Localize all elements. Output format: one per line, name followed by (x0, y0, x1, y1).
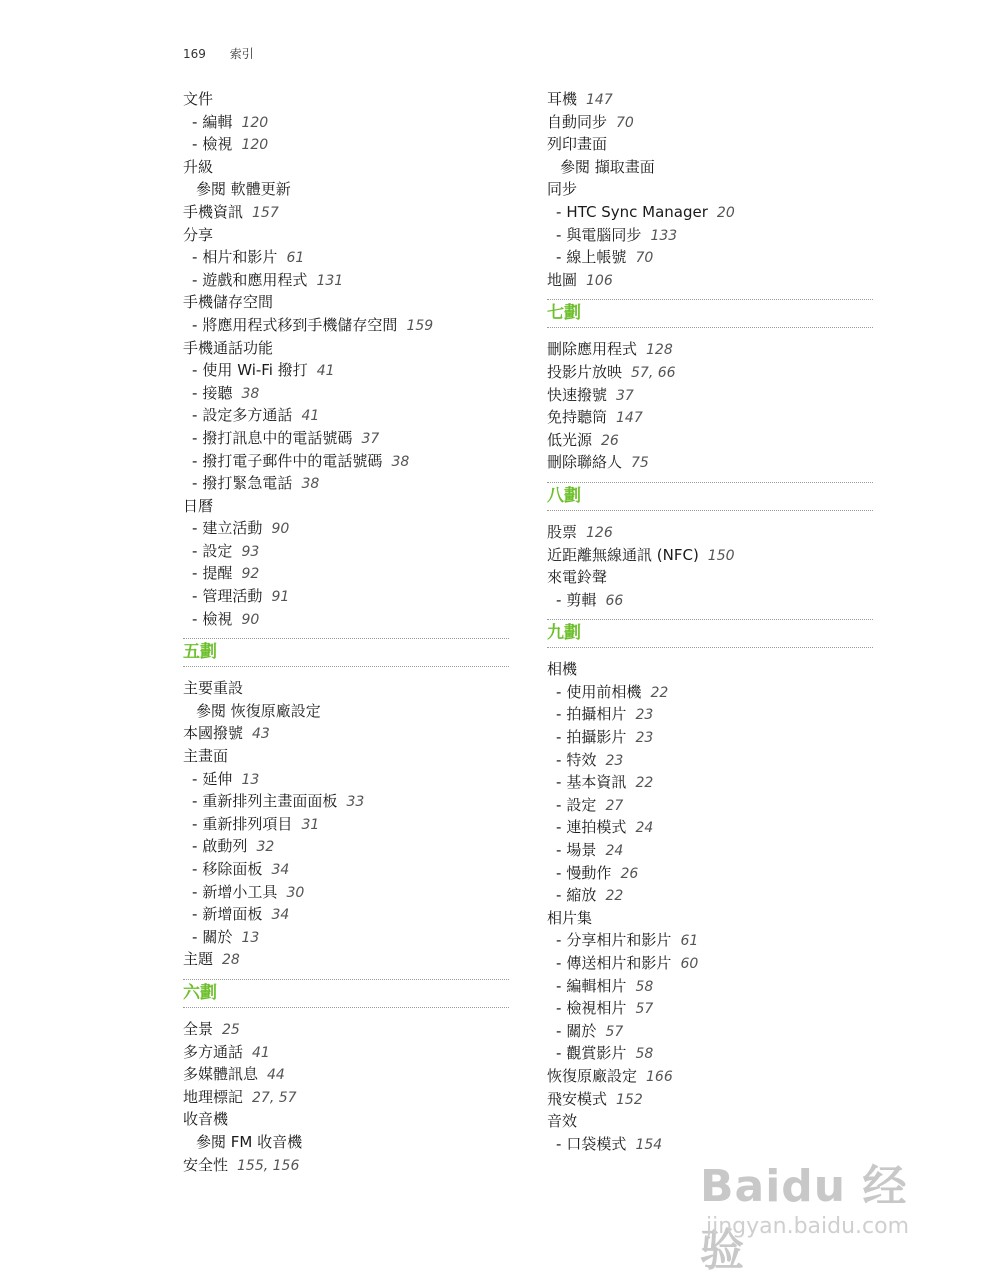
page-reference: 147 (586, 92, 613, 108)
entry-label: 相機 (547, 660, 578, 679)
index-subentry (547, 703, 873, 726)
entry-label: 觀賞影片 (566, 1044, 627, 1063)
page-reference: 38 (391, 453, 410, 470)
entry-label: 撥打緊急電話 (202, 474, 293, 493)
index-subentry (183, 835, 509, 858)
index-column-left (183, 88, 509, 1176)
page-reference: 126 (586, 524, 613, 541)
subentry-dash: - (556, 682, 562, 701)
baidu-watermark (700, 1150, 940, 1276)
index-entry (183, 1041, 509, 1064)
page-number: 169 (183, 47, 206, 61)
index-entry (547, 88, 873, 111)
page-reference: 26 (601, 432, 619, 449)
page-reference: 34 (271, 907, 290, 924)
entry-label: 將應用程式移到手機儲存空間 (202, 315, 398, 334)
subentry-dash: - (192, 315, 198, 334)
index-entry (547, 521, 873, 544)
subentry-dash: - (556, 841, 562, 860)
subentry-dash: - (192, 474, 198, 493)
entry-label: 主題 (183, 950, 214, 969)
entry-label: 多方通話 (183, 1042, 244, 1061)
subentry-dash: - (192, 564, 198, 583)
index-subentry (183, 450, 509, 473)
page-reference: 22 (650, 684, 669, 701)
subentry-dash: - (192, 383, 198, 402)
index-subentry (183, 608, 509, 631)
index-subentry (183, 382, 509, 405)
entry-label: 刪除聯絡人 (547, 453, 623, 472)
page-reference: 131 (316, 272, 344, 289)
subentry-dash: - (192, 882, 198, 901)
page-reference: 157 (252, 204, 279, 221)
entry-label: 慢動作 (566, 863, 612, 882)
page-reference: 23 (635, 707, 654, 724)
index-entry (547, 1110, 873, 1133)
subentry-dash: - (556, 728, 562, 747)
entry-label: 檢視 (202, 609, 233, 628)
page-reference: 22 (605, 888, 624, 905)
index-subentry (547, 952, 873, 975)
subentry-dash: - (556, 1044, 562, 1063)
index-subentry (183, 472, 509, 495)
subentry-dash: - (192, 837, 198, 856)
index-entry (183, 722, 509, 745)
subentry-dash: - (556, 1021, 562, 1040)
subentry-dash: - (556, 931, 562, 950)
entry-label: 編輯 (202, 112, 233, 131)
index-subentry (183, 314, 509, 337)
page-reference: 26 (620, 865, 639, 882)
index-entry (547, 384, 873, 407)
entry-label: 安全性 (183, 1155, 229, 1174)
entry-label: 分享 (183, 225, 214, 244)
page-reference: 23 (605, 752, 624, 769)
entry-label: 拍攝影片 (566, 728, 627, 747)
entry-label: 近距離無線通訊 (NFC) (547, 545, 699, 564)
index-entry (183, 88, 509, 111)
index-subentry (183, 926, 509, 949)
index-see-reference (547, 156, 873, 179)
section-heading: 九劃 (547, 619, 873, 648)
index-subentry (183, 111, 509, 134)
page-reference: 41 (252, 1044, 270, 1061)
entry-label: 耳機 (547, 90, 578, 108)
page-reference: 93 (241, 543, 260, 560)
page-header (183, 45, 254, 62)
entry-label: 檢視相片 (566, 999, 627, 1018)
entry-label: 手機通話功能 (183, 338, 274, 357)
index-subentry (183, 517, 509, 540)
entry-label: 手機儲存空間 (183, 293, 274, 312)
page-reference: 61 (680, 933, 699, 950)
index-subentry (183, 813, 509, 836)
entry-label: 同步 (547, 180, 578, 199)
index-entry (547, 451, 873, 474)
entry-label: 升級 (183, 157, 214, 176)
index-see-reference (183, 700, 509, 723)
index-subentry (547, 224, 873, 247)
index-entry (547, 429, 873, 452)
subentry-dash: - (192, 112, 198, 131)
index-subentry (547, 681, 873, 704)
page-reference: 90 (241, 611, 260, 628)
subentry-dash: - (192, 814, 198, 833)
index-subentry (547, 816, 873, 839)
page-reference: 43 (252, 726, 270, 743)
index-subentry (183, 404, 509, 427)
index-entry (183, 201, 509, 224)
entry-label: 撥打訊息中的電話號碼 (202, 428, 353, 447)
entry-label: 參閱 擷取畫面 (560, 157, 655, 176)
index-entry (547, 1065, 873, 1088)
section-heading: 八劃 (547, 482, 873, 511)
entry-label: 相片集 (547, 908, 593, 927)
entry-label: 基本資訊 (566, 773, 627, 792)
entry-label: 飛安模式 (547, 1089, 608, 1108)
entry-label: 撥打電子郵件中的電話號碼 (202, 451, 383, 470)
page-reference: 133 (650, 227, 678, 244)
index-subentry (547, 794, 873, 817)
page-reference: 44 (267, 1067, 285, 1084)
index-entry (547, 178, 873, 201)
page-reference: 154 (635, 1136, 663, 1153)
entry-label: 口袋模式 (566, 1134, 627, 1153)
page-reference: 38 (301, 476, 320, 493)
page-reference: 27, 57 (252, 1089, 297, 1106)
subentry-dash: - (556, 954, 562, 972)
entry-label: 參閱 軟體更新 (196, 180, 291, 199)
entry-label: 地圖 (547, 270, 578, 289)
subentry-dash: - (556, 795, 562, 814)
entry-label: 線上帳號 (566, 248, 627, 267)
subentry-dash: - (192, 451, 198, 470)
index-entry (183, 1108, 509, 1131)
page-reference: 66 (605, 592, 624, 609)
page-reference: 57 (635, 1001, 654, 1018)
page-reference: 30 (286, 884, 305, 901)
page-reference: 57, 66 (631, 364, 676, 381)
page-reference: 32 (256, 839, 275, 856)
index-entry (547, 406, 873, 429)
index-subentry (547, 997, 873, 1020)
index-subentry (183, 540, 509, 563)
page-reference: 106 (586, 272, 613, 289)
entry-label: 編輯相片 (566, 976, 627, 995)
subentry-dash: - (192, 905, 198, 924)
page-title: 索引 (229, 47, 254, 61)
page-reference: 128 (646, 342, 673, 359)
entry-label: 低光源 (547, 430, 593, 449)
subentry-dash: - (556, 886, 562, 905)
page-reference: 33 (346, 794, 365, 811)
page-reference: 38 (241, 385, 260, 402)
index-subentry (547, 862, 873, 885)
entry-label: 日曆 (183, 496, 214, 515)
entry-label: 音效 (547, 1112, 578, 1131)
entry-label: 設定 (566, 795, 597, 814)
page-reference: 61 (286, 250, 305, 267)
index-see-reference (183, 178, 509, 201)
index-subentry (183, 269, 509, 292)
entry-label: 地理標記 (183, 1087, 244, 1106)
index-entry (183, 156, 509, 179)
entry-label: 設定多方通話 (202, 406, 293, 425)
index-entry (547, 133, 873, 156)
page-reference: 91 (271, 589, 290, 606)
subentry-dash: - (556, 976, 562, 995)
index-entry (547, 907, 873, 930)
index-entry (547, 361, 873, 384)
index-subentry (183, 246, 509, 269)
entry-label: 使用前相機 (566, 682, 642, 701)
entry-label: 多媒體訊息 (183, 1065, 259, 1084)
subentry-dash: - (556, 750, 562, 769)
subentry-dash: - (192, 792, 198, 811)
page-reference: 41 (316, 363, 335, 380)
index-subentry (547, 1042, 873, 1065)
entry-label: 免持聽筒 (547, 408, 608, 427)
index-subentry (547, 929, 873, 952)
entry-label: 本國撥號 (183, 724, 244, 743)
page-reference: 70 (616, 114, 634, 131)
subentry-dash: - (556, 863, 562, 882)
subentry-dash: - (556, 225, 562, 244)
index-entry (547, 1088, 873, 1111)
subentry-dash: - (192, 519, 198, 538)
index-subentry (183, 585, 509, 608)
subentry-dash: - (192, 609, 198, 628)
index-subentry (547, 749, 873, 772)
page-reference: 166 (646, 1068, 673, 1085)
index-subentry (183, 790, 509, 813)
page-reference: 57 (605, 1023, 624, 1040)
page-reference: 150 (707, 547, 735, 564)
entry-label: 關於 (566, 1021, 597, 1040)
page-reference: 34 (271, 862, 290, 878)
entry-label: 使用 Wi-Fi 撥打 (202, 361, 308, 380)
page-reference: 70 (635, 250, 654, 267)
entry-label: 刪除應用程式 (547, 340, 638, 359)
entry-label: 場景 (566, 841, 597, 860)
entry-label: 重新排列項目 (202, 814, 293, 833)
page-reference: 37 (361, 430, 380, 447)
entry-label: 縮放 (566, 886, 597, 905)
subentry-dash: - (556, 818, 562, 837)
entry-label: 管理活動 (202, 587, 263, 606)
index-subentry (547, 975, 873, 998)
entry-label: 接聽 (202, 383, 233, 402)
subentry-dash: - (192, 769, 198, 788)
entry-label: 文件 (183, 90, 214, 108)
index-entry (183, 745, 509, 768)
page-reference: 24 (635, 820, 654, 837)
index-subentry (547, 884, 873, 907)
subentry-dash: - (192, 587, 198, 606)
subentry-dash: - (556, 773, 562, 792)
page-reference: 22 (635, 775, 654, 792)
page-reference: 120 (241, 114, 269, 131)
index-subentry (183, 359, 509, 382)
page-reference: 152 (616, 1091, 643, 1108)
watermark-url: jingyan.baidu.com (706, 1214, 910, 1239)
entry-label: 相片和影片 (202, 248, 278, 267)
index-subentry (183, 768, 509, 791)
entry-label: 連拍模式 (566, 818, 627, 837)
entry-label: 設定 (202, 541, 233, 560)
index-subentry (183, 881, 509, 904)
entry-label: 全景 (183, 1019, 214, 1038)
index-entry (183, 495, 509, 518)
entry-label: 快速撥號 (547, 385, 608, 404)
page-reference: 37 (616, 387, 634, 404)
subentry-dash: - (556, 705, 562, 724)
page-reference: 31 (301, 816, 320, 833)
page-reference: 120 (241, 137, 269, 154)
index-entry (547, 269, 873, 292)
index-entry (183, 1063, 509, 1086)
subentry-dash: - (192, 135, 198, 154)
index-entry (183, 291, 509, 314)
index-see-reference (183, 1131, 509, 1154)
page-reference: 24 (605, 843, 624, 860)
index-subentry (183, 858, 509, 881)
index-entry (183, 677, 509, 700)
entry-label: 分享相片和影片 (566, 931, 672, 950)
section-heading: 七劃 (547, 299, 873, 328)
page-reference: 155, 156 (237, 1157, 300, 1174)
index-entry (547, 338, 873, 361)
index-subentry (183, 562, 509, 585)
index-subentry (547, 246, 873, 269)
entry-label: 剪輯 (566, 590, 597, 609)
entry-label: 重新排列主畫面面板 (202, 792, 338, 811)
watermark-logo: Baidu 经验 (700, 1161, 908, 1276)
index-entry (183, 224, 509, 247)
page-reference: 75 (631, 455, 649, 472)
entry-label: 關於 (202, 927, 233, 946)
entry-label: 自動同步 (547, 112, 608, 131)
subentry-dash: - (556, 202, 562, 221)
index-subentry (547, 589, 873, 612)
page-reference: 13 (241, 929, 260, 946)
entry-label: 啟動列 (202, 837, 248, 856)
index-subentry (547, 201, 873, 224)
page-reference: 13 (241, 771, 260, 788)
entry-label: 與電腦同步 (566, 225, 642, 244)
index-entry (547, 658, 873, 681)
page-reference: 58 (635, 978, 654, 995)
index-entry (547, 111, 873, 134)
index-entry (547, 566, 873, 589)
index-subentry (547, 771, 873, 794)
subentry-dash: - (192, 248, 198, 267)
page-reference: 60 (680, 956, 699, 972)
section-heading: 五劃 (183, 638, 509, 667)
page-reference: 159 (406, 317, 434, 334)
subentry-dash: - (556, 590, 562, 609)
index-entry (183, 1018, 509, 1041)
page-reference: 25 (222, 1021, 240, 1038)
subentry-dash: - (192, 361, 198, 380)
entry-label: 參閱 FM 收音機 (196, 1132, 303, 1151)
entry-label: 來電鈴聲 (547, 568, 608, 587)
entry-label: 建立活動 (202, 519, 263, 538)
page-reference: 20 (716, 204, 735, 221)
entry-label: 特效 (566, 750, 597, 769)
section-heading: 六劃 (183, 979, 509, 1008)
page-reference: 27 (605, 797, 624, 814)
subentry-dash: - (192, 428, 198, 447)
entry-label: 拍攝相片 (566, 705, 627, 724)
subentry-dash: - (192, 270, 198, 289)
entry-label: 檢視 (202, 135, 233, 154)
index-entry (183, 337, 509, 360)
entry-label: HTC Sync Manager (566, 202, 708, 221)
page-reference: 28 (222, 952, 240, 969)
index-entry (547, 544, 873, 567)
page-reference: 147 (616, 410, 643, 427)
page-reference: 23 (635, 730, 654, 747)
index-subentry (547, 726, 873, 749)
page-reference: 92 (241, 566, 260, 583)
entry-label: 傳送相片和影片 (566, 954, 672, 972)
page-reference: 41 (301, 408, 320, 425)
index-subentry (183, 427, 509, 450)
entry-label: 參閱 恢復原廠設定 (196, 701, 321, 720)
subentry-dash: - (192, 860, 198, 878)
subentry-dash: - (556, 1134, 562, 1153)
index-column-right (547, 88, 873, 1155)
index-entry (183, 1154, 509, 1177)
subentry-dash: - (556, 999, 562, 1018)
entry-label: 收音機 (183, 1110, 229, 1129)
subentry-dash: - (556, 248, 562, 267)
page-reference: 58 (635, 1046, 654, 1063)
entry-label: 新增面板 (202, 905, 263, 924)
entry-label: 提醒 (202, 564, 233, 583)
index-subentry (547, 839, 873, 862)
entry-label: 延伸 (202, 769, 233, 788)
entry-label: 手機資訊 (183, 202, 244, 221)
index-subentry (183, 133, 509, 156)
index-entry (183, 948, 509, 971)
entry-label: 股票 (547, 522, 578, 541)
subentry-dash: - (192, 927, 198, 946)
entry-label: 移除面板 (202, 860, 263, 878)
index-entry (183, 1086, 509, 1109)
index-subentry (547, 1020, 873, 1043)
entry-label: 列印畫面 (547, 135, 608, 154)
entry-label: 主畫面 (183, 747, 229, 766)
page-reference: 90 (271, 521, 290, 538)
entry-label: 主要重設 (183, 679, 244, 698)
entry-label: 投影片放映 (547, 362, 623, 381)
entry-label: 遊戲和應用程式 (202, 270, 308, 289)
subentry-dash: - (192, 406, 198, 425)
subentry-dash: - (192, 541, 198, 560)
index-subentry (183, 903, 509, 926)
entry-label: 恢復原廠設定 (547, 1066, 638, 1085)
entry-label: 新增小工具 (202, 882, 278, 901)
